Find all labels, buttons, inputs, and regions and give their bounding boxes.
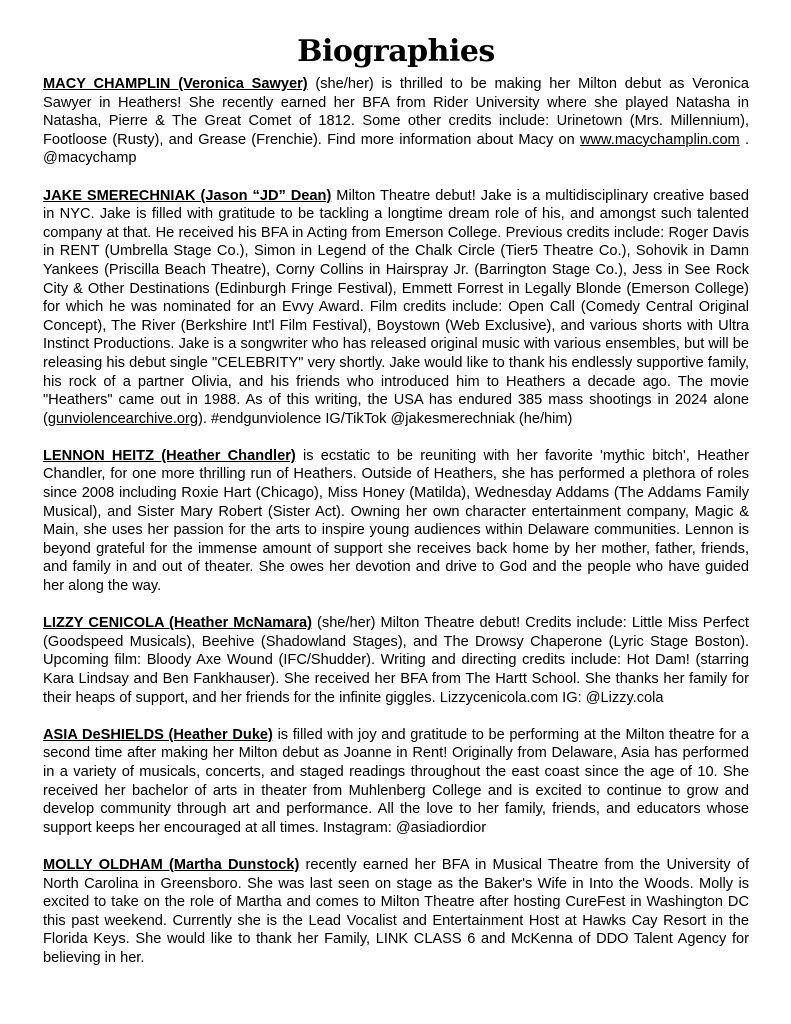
bio-paragraph-molly-oldham bbox=[43, 856, 749, 968]
bio-name: LIZZY CENICOLA (Heather McNamara) bbox=[43, 615, 312, 632]
bio-paragraph-jake-smerechniak bbox=[43, 187, 749, 429]
bio-text: Milton Theatre debut! Jake is a multidisciplinary creative based in NYC. Jake is filled with gratitude to be tackling a longtime dream role of his, and amongst such talented company at that. He received his BFA in Acting from Emerson College. Previous credits include: Roger Davis in RENT (Umbrella Stage Co.), Simon in Legend of the Chalk Circle (Tier5 Theatre Co.), Sohovik in Damn Yankees (Priscilla Beach Theatre), Corny Collins in Hairspray Jr. (Barrington Stage Co.), Jess in See Rock City & Other Destinations (Edinburgh Fringe Festival), Emmett Forrest in Legally Blonde (Emerson College) for which he was nominated for an Evvy Award. Film credits include: Open Call (Comedy Central Original Concept), The River (Berkshire Int'l Film Festival), Boystown (Web Exclusive), and various shorts with Ultra Instinct Productions. Jake is a songwriter who has released original music with various ensembles, but will be releasing his debut single "CELEBRITY" very shortly. Jake would like to thank his endlessly supportive family, his rock of a partner Olivia, and his friends who introduced him to Heathers a decade ago. The movie "Heathers" came out in 1988. As of this writing, the USA has endured 385 mass shootings in 2024 alone ( bbox=[43, 187, 749, 427]
bio-name: JAKE SMERECHNIAK (Jason “JD” Dean) bbox=[43, 187, 332, 204]
website-link[interactable]: gunviolencearchive.org bbox=[47, 410, 198, 427]
bio-paragraph-macy-champlin bbox=[43, 75, 749, 168]
website-link[interactable]: www.macychamplin.com bbox=[579, 131, 740, 148]
bio-text: . @macychamp bbox=[43, 131, 750, 167]
bio-text: is ecstatic to be reuniting with her favorite 'mythic bitch', Heather Chandler, for one more thrilling run of Heathers. Outside of Heathers, she has performed a plethora of roles since 2008 including Roxie Hart (Chicago), Miss Honey (Matilda), Wednesday Addams (The Addams Family Musical), and Sister Mary Robert (Sister Act). Owning her own character entertainment company, Magic & Main, she uses her passion for the arts to inspire young audiences within Delaware communities. Lennon is beyond grateful for the immense amount of support she receives back home by her mother, father, friends, and family in and out of theater. She owes her devotion and drive to God and the people who have guided her along the way. bbox=[43, 447, 750, 595]
document-page bbox=[43, 30, 749, 986]
bio-text: ). #endgunviolence IG/TikTok @jakesmerechniak (he/him) bbox=[197, 410, 573, 427]
bio-paragraph-lizzy-cenicola bbox=[43, 614, 749, 707]
bio-text: (she/her) is thrilled to be making her Milton debut as Veronica Sawyer in Heathers! She recently earned her BFA from Rider University where she played Natasha in Natasha, Pierre & The Great Comet of 1812. Some other credits include: Urinetown (Mrs. Millennium), Footloose (Rusty), and Grease (Frenchie). Find more information about Macy on bbox=[43, 76, 749, 148]
bio-text: is filled with joy and gratitude to be performing at the Milton theatre for a second time after making her Milton debut as Joanne in Rent! Originally from Delaware, Asia has performed in a variety of musicals, concerts, and staged readings throughout the east coast since the age of 10. She received her bachelor of arts in theater from Muhlenberg College and is excited to continue to grow and develop community through art and performance. All the love to her family, friends, and educators whose support keeps her encouraged at all times. Instagram: @asiadiordior bbox=[43, 726, 749, 836]
bio-name: LENNON HEITZ (Heather Chandler) bbox=[43, 447, 296, 464]
page-title: Biographies bbox=[297, 34, 495, 69]
bio-text: (she/her) Milton Theatre debut! Credits include: Little Miss Perfect (Goodspeed Musicals), Beehive (Shadowland Stages), and The Drowsy Chaperone (Lyric Stage Boston). Upcoming film: Bloody Axe Wound (IFC/Shudder). Writing and directing credits include: Hot Dam! (starring Kara Lindsay and Ben Fankhauser). She received her BFA from The Hartt School. She thanks her family for their heaps of support, and her friends for the infinite giggles. Lizzycenicola.com IG: @Lizzy.cola bbox=[43, 615, 749, 706]
bio-paragraph-lennon-heitz bbox=[43, 447, 749, 596]
bio-name: MACY CHAMPLIN (Veronica Sawyer) bbox=[43, 76, 308, 92]
bio-text: recently earned her BFA in Musical Theatre from the University of North Carolina in Greensboro. She was last seen on stage as the Baker's Wife in Into the Woods. Molly is excited to take on the role of Martha and comes to Milton Theatre after hosting CureFest in Washington DC this past weekend. Currently she is the Lead Vocalist and Entertainment Host at Hawks Cay Resort in the Florida Keys. She would like to thank her Family, LINK CLASS 6 and McKenna of DDO Talent Agency for believing in her. bbox=[43, 856, 749, 966]
bio-name: ASIA DeSHIELDS (Heather Duke) bbox=[43, 726, 273, 743]
bio-name: MOLLY OLDHAM (Martha Dunstock) bbox=[43, 856, 300, 873]
bio-paragraph-asia-deshields bbox=[43, 726, 749, 838]
